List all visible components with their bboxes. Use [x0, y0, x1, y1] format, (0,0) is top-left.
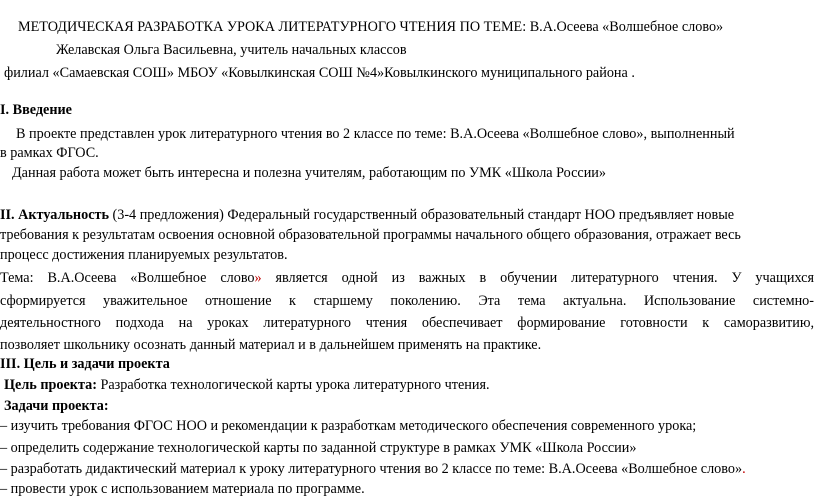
goal-line — [4, 375, 490, 395]
relevance-line-7: позволяет школьнику осознать данный материал и в дальнейшем применять на практике. — [0, 337, 542, 353]
theme-rest: является одной из важных в обучении литературного чтения. У учащихся — [261, 270, 814, 286]
goal-text: Разработка технологической карты урока литературного чтения. — [96, 377, 490, 393]
section-intro-heading: I. Введение — [0, 102, 72, 118]
section-goals-heading: III. Цель и задачи проекта — [0, 356, 170, 372]
relevance-line-5: сформируется уважительное отношение к старшему поколению. Эта тема актуальна. Использование системно- — [0, 293, 814, 309]
theme-prefix: Тема: В.А.Осеева «Волшебное слово — [0, 270, 255, 286]
theme-quote-mark: » — [254, 270, 262, 286]
relevance-line-1-text: (3-4 предложения) Федеральный государственный образовательный стандарт НОО предъявляет новые — [108, 207, 735, 223]
task-item-3-text: – разработать дидактический материал к уроку литературного чтения во 2 классе по теме: В.А.Осеева «Волшебное слово» — [0, 461, 743, 477]
relevance-line-2: требования к результатам освоения основной образовательной программы начального общего образования, отражает весь — [0, 227, 741, 243]
task-item-4: – провести урок с использованием материала по программе. — [0, 481, 365, 497]
intro-paragraph-1-cont: в рамках ФГОС. — [0, 145, 99, 161]
relevance-theme-line — [0, 268, 814, 288]
task-item-3-dot: . — [742, 461, 746, 477]
relevance-line-6: деятельностного подхода на уроках литературного чтения обеспечивает формирование готовности к саморазвитию, — [0, 315, 814, 331]
document-title: МЕТОДИЧЕСКАЯ РАЗРАБОТКА УРОКА ЛИТЕРАТУРНОГО ЧТЕНИЯ ПО ТЕМЕ: В.А.Осеева «Волшебное слово» — [18, 19, 724, 35]
task-item-1: – изучить требования ФГОС НОО и рекомендации к разработкам методического обеспечения современного урока; — [0, 418, 697, 434]
intro-paragraph-2: Данная работа может быть интересна и полезна учителям, работающим по УМК «Школа России» — [12, 165, 606, 181]
section-relevance-heading: II. Актуальность — [0, 207, 109, 223]
author-line: Желавская Ольга Васильевна, учитель начальных классов — [56, 42, 407, 58]
task-item-3 — [0, 459, 746, 479]
relevance-line-1 — [0, 205, 734, 225]
intro-paragraph-1: В проекте представлен урок литературного чтения во 2 классе по теме: В.А.Осеева «Волшебное слово», выполненный — [16, 126, 735, 142]
tasks-label: Задачи проекта: — [4, 398, 109, 414]
relevance-line-3: процесс достижения планируемых результатов. — [0, 247, 288, 263]
school-line: филиал «Самаевская СОШ» МБОУ «Ковылкинская СОШ №4»Ковылкинского муниципального района . — [4, 65, 635, 81]
task-item-2: – определить содержание технологической карты по заданной структуре в рамках УМК «Школа России» — [0, 440, 637, 456]
goal-label: Цель проекта: — [4, 377, 97, 393]
